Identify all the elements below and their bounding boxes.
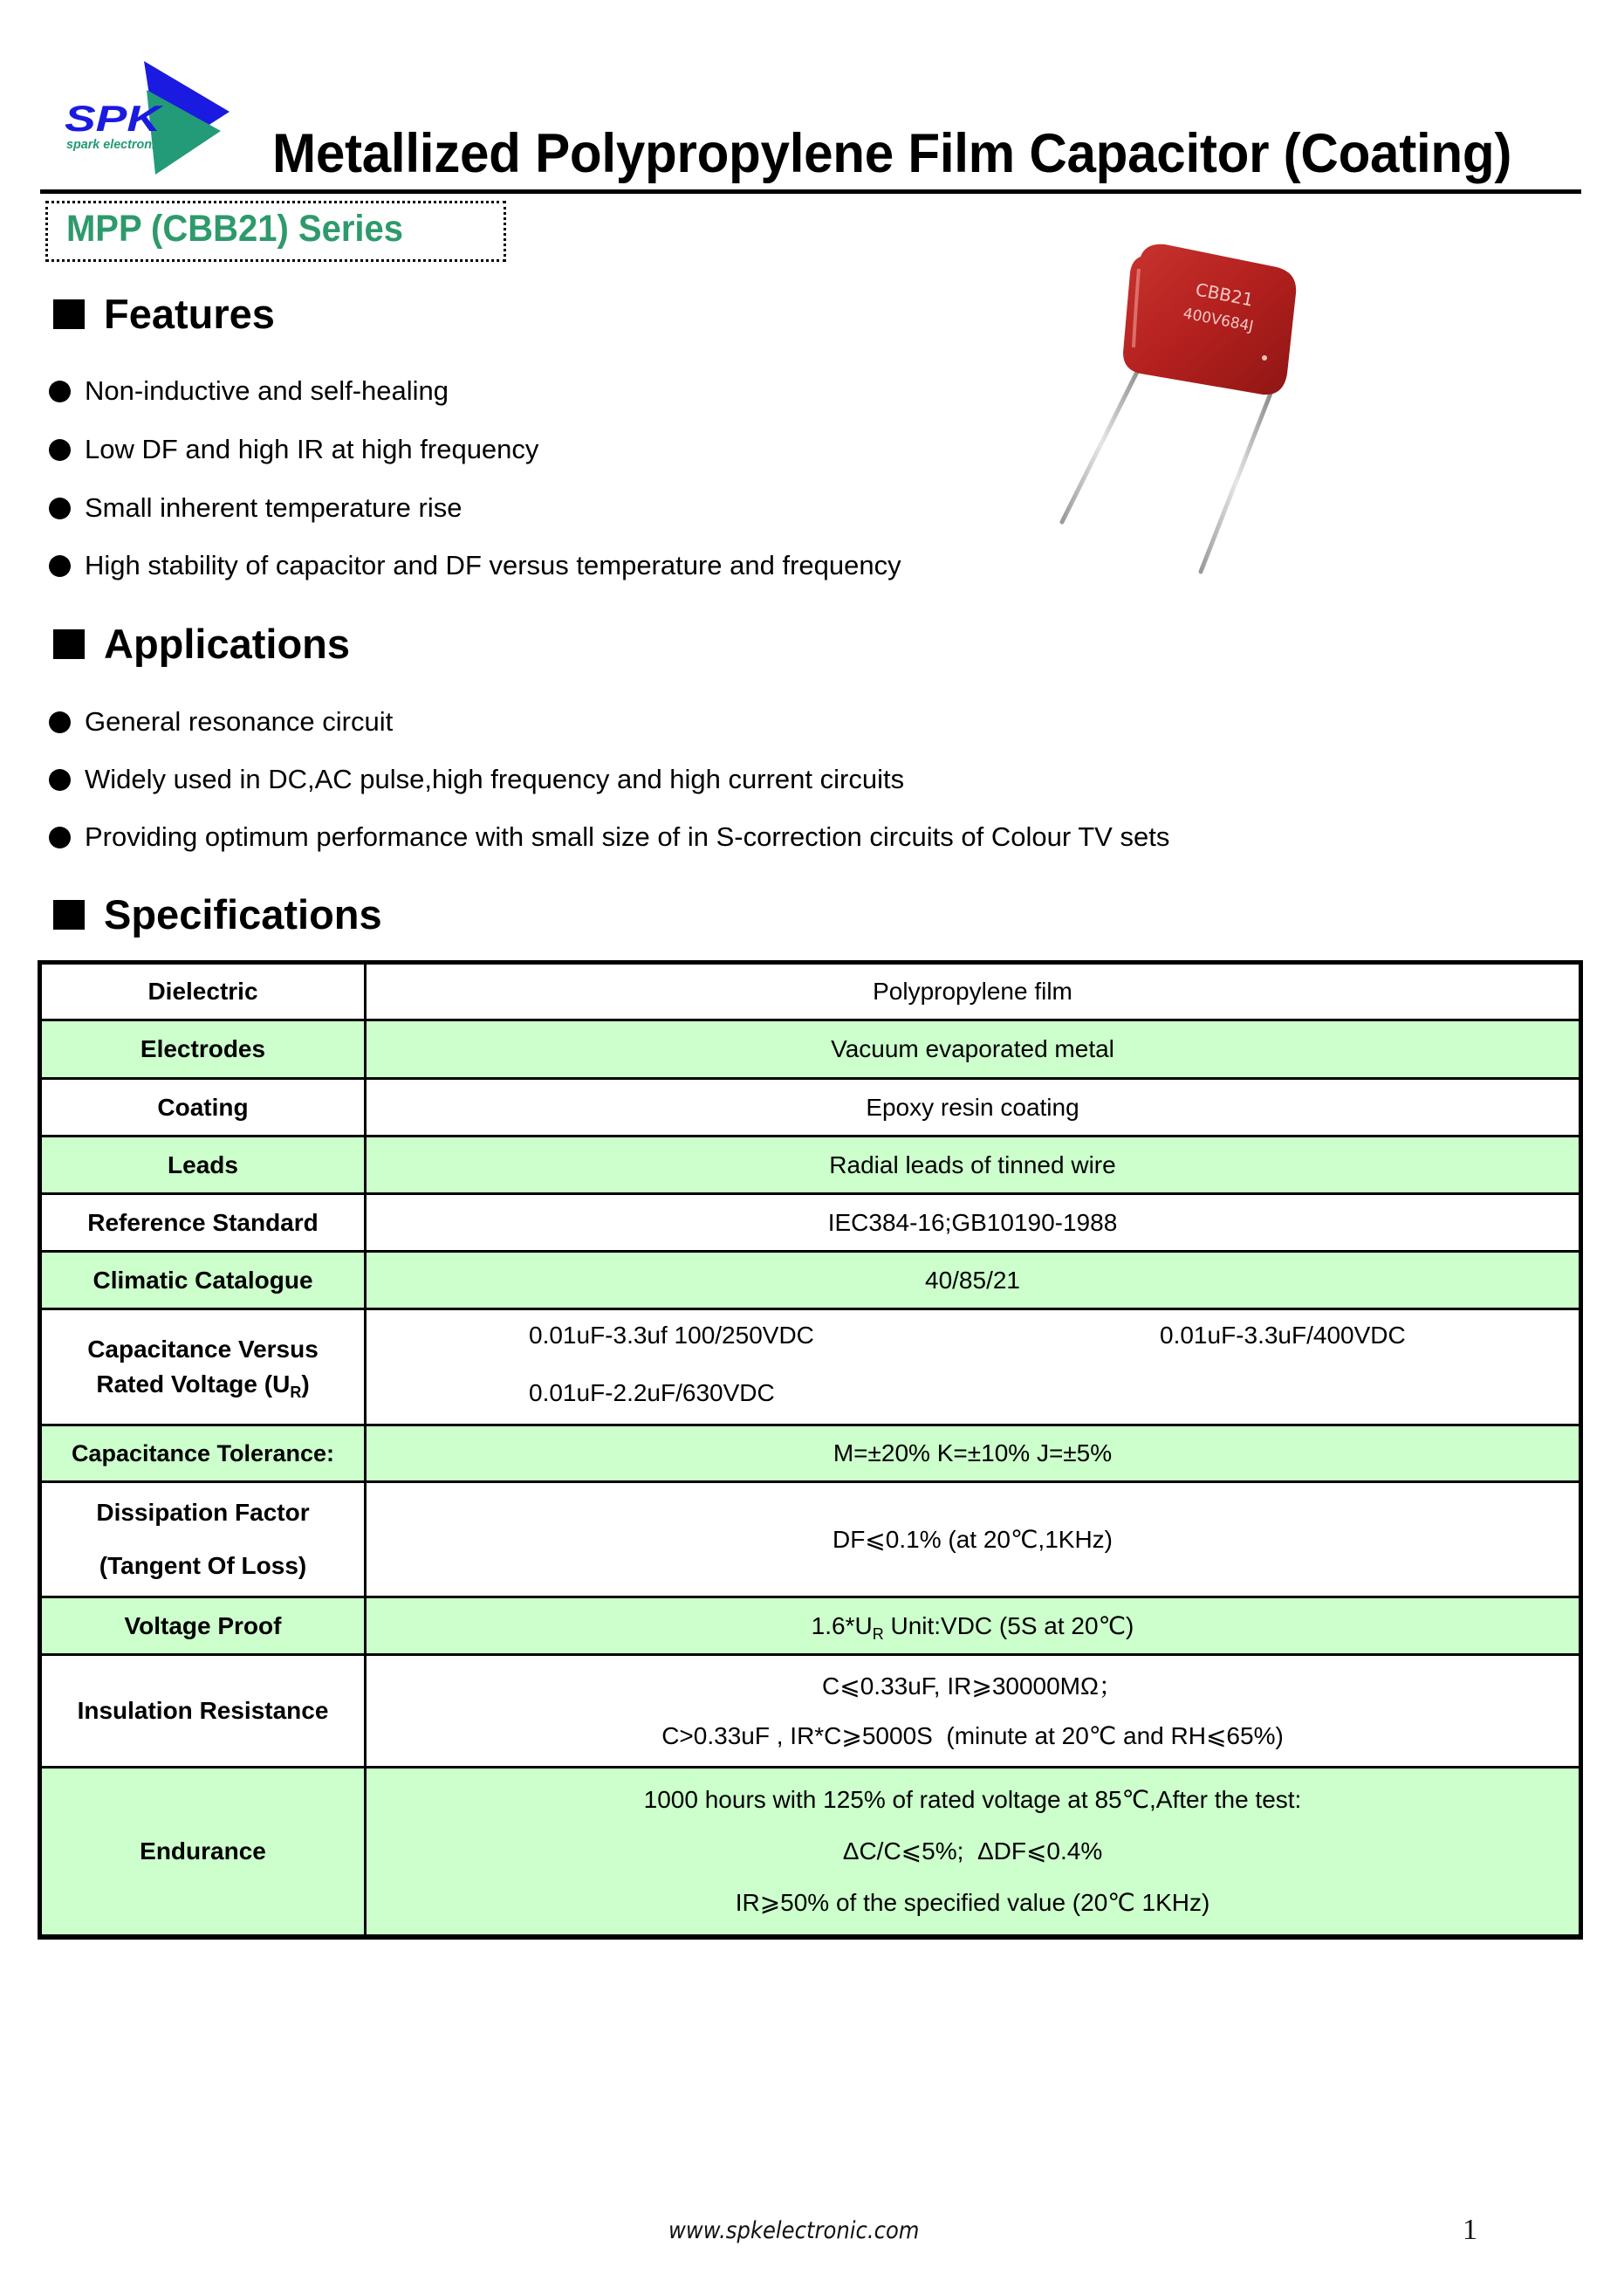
specifications-heading-text: Specifications bbox=[104, 891, 382, 937]
row-label: Leads bbox=[42, 1137, 367, 1192]
header-divider bbox=[40, 189, 1581, 194]
row-value: M=±20% K=±10% J=±5% bbox=[833, 1439, 1113, 1466]
row-label: Reference Standard bbox=[42, 1195, 367, 1250]
feature-item: Non-inductive and self-healing bbox=[49, 375, 449, 407]
table-row bbox=[42, 1424, 1579, 1480]
row-label: Capacitance Versus Rated Voltage $(U_R)$ bbox=[42, 1310, 367, 1424]
spk-logo-icon bbox=[61, 54, 236, 181]
table-row bbox=[42, 1019, 1579, 1077]
bullet-dot-icon bbox=[49, 827, 71, 848]
row-label: Insulation Resistance bbox=[42, 1656, 367, 1766]
bullet-dot-icon bbox=[49, 769, 71, 791]
row-value: IEC384-16;GB10190-1988 bbox=[827, 1208, 1118, 1236]
table-row bbox=[42, 1480, 1579, 1596]
application-item: Widely used in DC,AC pulse,high frequency and high current circuits bbox=[49, 764, 904, 795]
table-row bbox=[42, 1135, 1579, 1192]
cap-range-400v: 0.01uF-3.3uF/400VDC bbox=[1160, 1322, 1406, 1349]
feature-item: High stability of capacitor and DF versus temperature and frequency bbox=[49, 550, 901, 581]
cap-range-100-250v: 0.01uF-3.3uf 100/250VDC bbox=[529, 1322, 814, 1349]
row-label: Voltage Proof bbox=[42, 1598, 367, 1653]
bullet-dot-icon bbox=[49, 498, 71, 519]
square-bullet-icon bbox=[53, 900, 85, 930]
applications-heading-text: Applications bbox=[104, 621, 351, 667]
cap-range-630v: 0.01uF-2.2uF/630VDC bbox=[529, 1379, 775, 1406]
svg-text:400V684J: 400V684J bbox=[1182, 305, 1255, 336]
table-row bbox=[42, 1308, 1579, 1424]
svg-text:CBB21: CBB21 bbox=[1194, 278, 1256, 311]
table-row bbox=[42, 1596, 1579, 1653]
table-row bbox=[42, 1766, 1579, 1934]
capacitor-icon bbox=[1043, 234, 1313, 583]
row-value: C⩽0.33uF, IR⩾30000MΩ； C>0.33uF , IR*C⩾5000S (minute at 20℃ and RH⩽65%) bbox=[661, 1672, 1284, 1749]
bullet-dot-icon bbox=[49, 555, 71, 577]
row-label: Coating bbox=[42, 1080, 367, 1135]
row-value: Radial leads of tinned wire bbox=[829, 1150, 1116, 1178]
application-item: General resonance circuit bbox=[49, 706, 393, 738]
row-label: Climatic Catalogue bbox=[42, 1253, 367, 1308]
applications-heading bbox=[53, 621, 351, 667]
square-bullet-icon bbox=[53, 629, 85, 659]
page-number: 1 bbox=[1463, 2214, 1477, 2246]
document-title: Metallized Polypropylene Film Capacitor (Coating) bbox=[272, 123, 1512, 184]
specifications-heading bbox=[53, 891, 382, 937]
row-label: Endurance bbox=[42, 1768, 367, 1934]
table-row bbox=[42, 965, 1579, 1019]
footer-website-link[interactable]: www.spkelectronic.com bbox=[668, 2217, 920, 2244]
row-value: Vacuum evaporated metal bbox=[831, 1035, 1114, 1062]
row-label: Dielectric bbox=[42, 965, 367, 1019]
bullet-dot-icon bbox=[49, 381, 71, 402]
svg-text:spark electronic: spark electronic bbox=[66, 137, 163, 152]
features-heading bbox=[53, 291, 275, 337]
table-row bbox=[42, 1250, 1579, 1308]
row-label: Capacitance Tolerance: bbox=[42, 1426, 367, 1480]
row-value: 1000 hours with 125% of rated voltage at 85℃,After the test: ΔC/C⩽5%; ΔDF⩽0.4% IR⩾50% of the specified value (20℃ 1KHz) bbox=[643, 1785, 1302, 1917]
table-row bbox=[42, 1653, 1579, 1766]
square-bullet-icon bbox=[53, 299, 85, 329]
row-value: Polypropylene film bbox=[873, 978, 1072, 1005]
feature-item: Small inherent temperature rise bbox=[49, 492, 462, 524]
row-value: Epoxy resin coating bbox=[866, 1093, 1079, 1121]
row-value: DF⩽0.1% (at 20℃,1KHz) bbox=[832, 1525, 1113, 1553]
series-title: MPP (CBB21) Series bbox=[66, 208, 403, 250]
bullet-dot-icon bbox=[49, 711, 71, 733]
row-value: 40/85/21 bbox=[925, 1266, 1020, 1294]
row-label: Electrodes bbox=[42, 1021, 367, 1077]
bullet-dot-icon bbox=[49, 439, 71, 461]
row-value: $1.6*U_R$ Unit:VDC (5S at 20℃) bbox=[811, 1611, 1134, 1643]
spk-logo bbox=[61, 54, 236, 181]
table-row bbox=[42, 1077, 1579, 1135]
table-row bbox=[42, 1192, 1579, 1250]
row-label: Dissipation Factor (Tangent Of Loss) bbox=[42, 1483, 367, 1596]
features-heading-text: Features bbox=[104, 291, 275, 337]
application-item: Providing optimum performance with small size of in S-correction circuits of Colour TV sets bbox=[49, 821, 1169, 853]
capacitor-product-image bbox=[1043, 234, 1313, 583]
feature-item: Low DF and high IR at high frequency bbox=[49, 434, 538, 465]
specifications-table bbox=[38, 960, 1583, 1940]
row-value bbox=[367, 1310, 1579, 1424]
svg-text:SPK: SPK bbox=[65, 98, 164, 139]
